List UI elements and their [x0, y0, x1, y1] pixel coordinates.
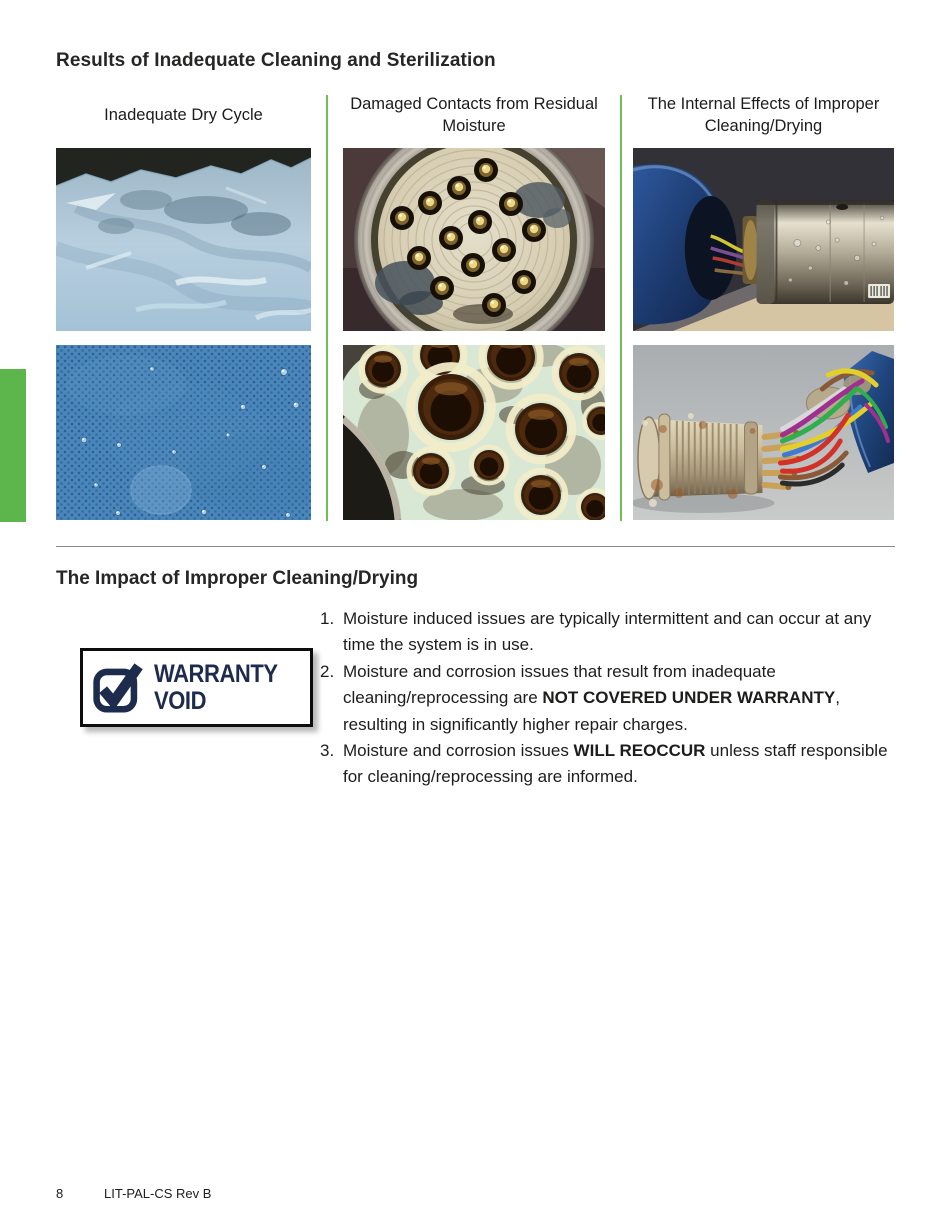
photo-wrap-moisture: [56, 148, 311, 331]
list-number: 2.: [320, 661, 335, 681]
list-item: [320, 738, 898, 791]
list-text: [343, 659, 896, 738]
text-segment: Moisture induced issues are typically intermittent and can occur at any time the system is in use.: [343, 609, 872, 655]
list-item: [320, 606, 898, 659]
warranty-stamp-line2: VOID: [154, 686, 207, 715]
column-separator-line: [620, 95, 622, 521]
warranty-stamp-line1: WARRANTY: [154, 659, 278, 688]
text-segment-bold: WILL REOCCUR: [573, 741, 706, 761]
text-segment: Moisture and corrosion issues that result from inadequate cleaning/reprocessing are: [343, 661, 776, 708]
photo-corroded-sockets: [343, 345, 605, 520]
impact-list: [320, 606, 898, 791]
column-header-internal-effects: The Internal Effects of Improper Cleaning/Drying: [647, 95, 880, 135]
text-segment: , resulting in significantly higher repair charges.: [343, 688, 840, 734]
list-text: [343, 606, 896, 659]
section-divider: [56, 546, 895, 547]
photo-wrap-fabric-droplets: [56, 345, 311, 520]
checkmark-icon: [91, 657, 147, 713]
column-header-damaged-contacts: Damaged Contacts from Residual Moisture: [350, 95, 598, 135]
list-number: 3.: [320, 741, 335, 761]
impact-section-heading: The Impact of Improper Cleaning/Drying: [56, 568, 419, 589]
photo-camera-cylinder-moisture: [633, 148, 894, 331]
list-number: 1.: [320, 609, 335, 628]
page-edge-tab: [0, 369, 26, 522]
column-header-dry-cycle: Inadequate Dry Cycle: [104, 106, 263, 124]
warranty-stamp-text: [154, 661, 278, 715]
document-reference: LIT-PAL-CS Rev B: [104, 1186, 212, 1201]
page-title: Results of Inadequate Cleaning and Sterilization: [56, 50, 496, 71]
page-number: 8: [56, 1186, 64, 1201]
photo-damaged-contacts-pins: [343, 148, 605, 331]
list-text: [343, 738, 896, 791]
text-segment: Moisture and corrosion issues: [343, 741, 574, 761]
photo-corroded-barrel-wires: [633, 345, 894, 520]
text-segment-bold: NOT COVERED UNDER WARRANTY: [542, 688, 836, 708]
warranty-void-stamp: [80, 648, 313, 727]
list-item: [320, 659, 898, 738]
text-segment: unless staff responsible for cleaning/reprocessing are informed.: [343, 741, 888, 787]
column-separator-line: [326, 95, 328, 521]
